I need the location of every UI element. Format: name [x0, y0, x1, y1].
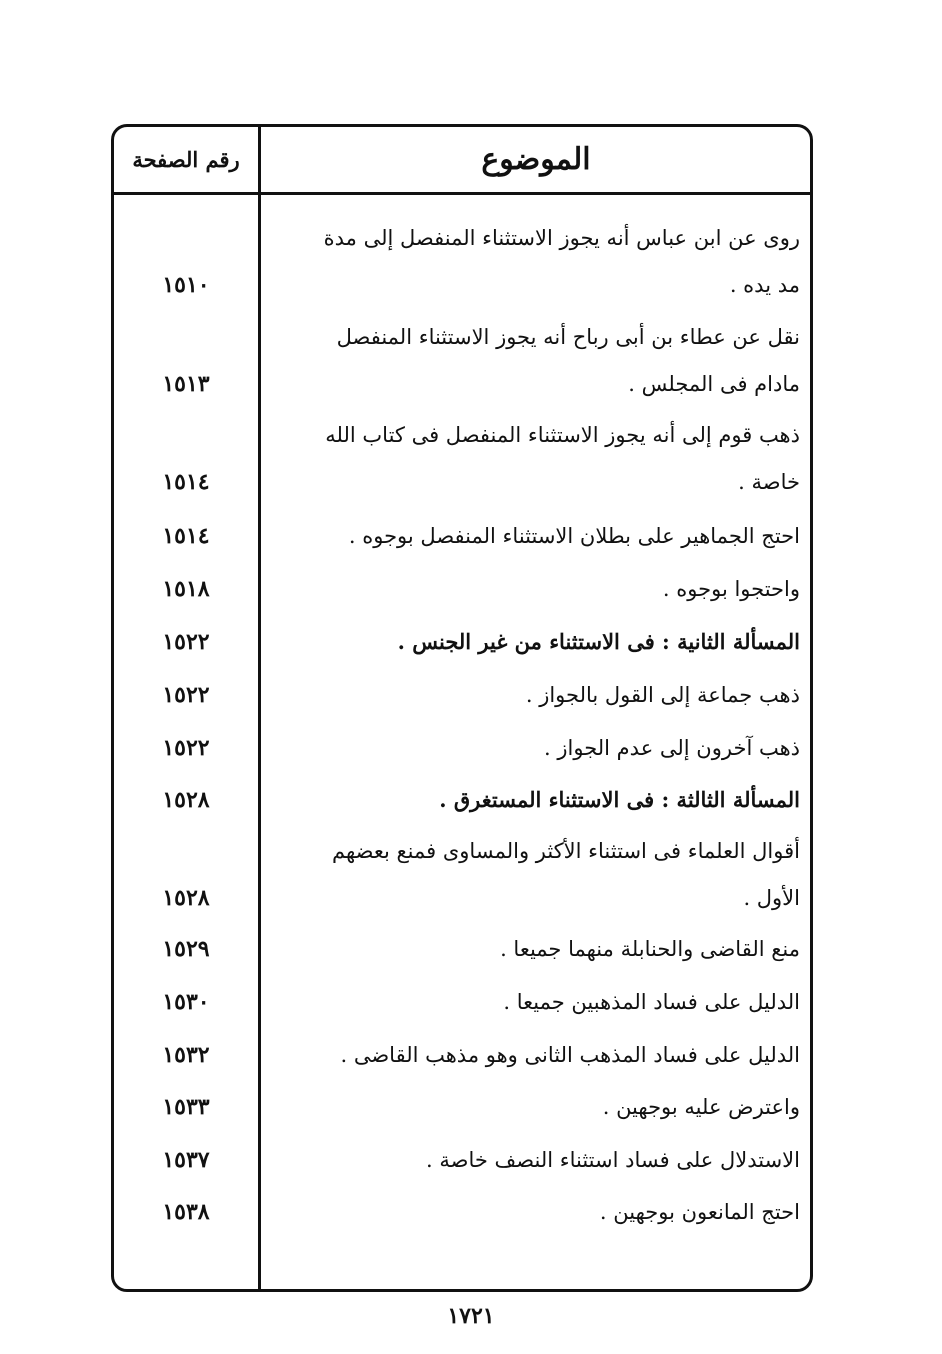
column-divider [258, 126, 261, 1290]
entry-page-number: ١٥١٤ [162, 523, 210, 549]
entry-topic-line: ذهب قوم إلى أنه يجوز الاستثناء المنفصل فى كتاب الله [325, 423, 800, 447]
entry-topic-line: الاستدلال على فساد استثناء النصف خاصة . [426, 1148, 800, 1172]
entry-topic-line: نقل عن عطاء بن أبى رباح أنه يجوز الاستثناء المنفصل [336, 325, 800, 349]
entry-topic-line: مادام فى المجلس . [628, 372, 800, 396]
entry-topic-line: الدليل على فساد المذهب الثانى وهو مذهب القاضى . [340, 1043, 800, 1067]
entry-topic-line: واحتجوا بوجوه . [662, 577, 800, 601]
page-footer-number: ١٧٢١ [447, 1303, 495, 1329]
entry-page-number: ١٥٣٨ [162, 1199, 210, 1225]
entry-page-number: ١٥٣٠ [162, 989, 210, 1015]
entry-page-number: ١٥١٣ [162, 371, 210, 397]
entry-page-number: ١٥٣٧ [162, 1147, 210, 1173]
entry-topic-line: خاصة . [738, 470, 800, 494]
page-number-column-header: رقم الصفحة [132, 146, 240, 172]
entry-topic-line: احتج الجماهير على بطلان الاستثناء المنفصل بوجوه . [348, 524, 800, 548]
entry-page-number: ١٥٢٢ [162, 682, 210, 708]
entry-topic-line: المسألة الثانية : فى الاستثناء من غير الجنس . [397, 629, 800, 654]
entry-page-number: ١٥٢٢ [162, 735, 210, 761]
entry-topic-line: أقوال العلماء فى استثناء الأكثر والمساوى فمنع بعضهم [331, 839, 800, 863]
entry-page-number: ١٥٢٢ [162, 629, 210, 655]
entry-page-number: ١٥١٤ [162, 469, 210, 495]
entry-topic-line: الدليل على فساد المذهبين جميعا . [503, 990, 800, 1014]
entry-topic-line: منع القاضى والحنابلة منهما جميعا . [500, 937, 800, 961]
entry-topic-line: احتج المانعون بوجهين . [599, 1200, 800, 1224]
entry-topic-line: روى عن ابن عباس أنه يجوز الاستثناء المنفصل إلى مدة [323, 226, 800, 250]
entry-topic-line: الأول . [743, 886, 800, 910]
header-divider [113, 192, 811, 195]
entry-topic-line: المسألة الثالثة : فى الاستثناء المستغرق . [439, 787, 800, 812]
entry-topic-line: ذهب جماعة إلى القول بالجواز . [525, 683, 800, 707]
entry-page-number: ١٥٢٨ [162, 787, 210, 813]
entry-page-number: ١٥٢٩ [162, 936, 210, 962]
entry-topic-line: واعترض عليه بوجهين . [602, 1095, 800, 1119]
entry-page-number: ١٥١٠ [162, 272, 210, 298]
entry-page-number: ١٥٣٢ [162, 1042, 210, 1068]
entry-page-number: ١٥٣٣ [162, 1094, 210, 1120]
topic-column-header: الموضوع [481, 141, 591, 177]
entry-topic-line: مد يده . [729, 273, 800, 297]
entry-page-number: ١٥٢٨ [162, 885, 210, 911]
entry-page-number: ١٥١٨ [162, 576, 210, 602]
entry-topic-line: ذهب آخرون إلى عدم الجواز . [544, 736, 800, 760]
